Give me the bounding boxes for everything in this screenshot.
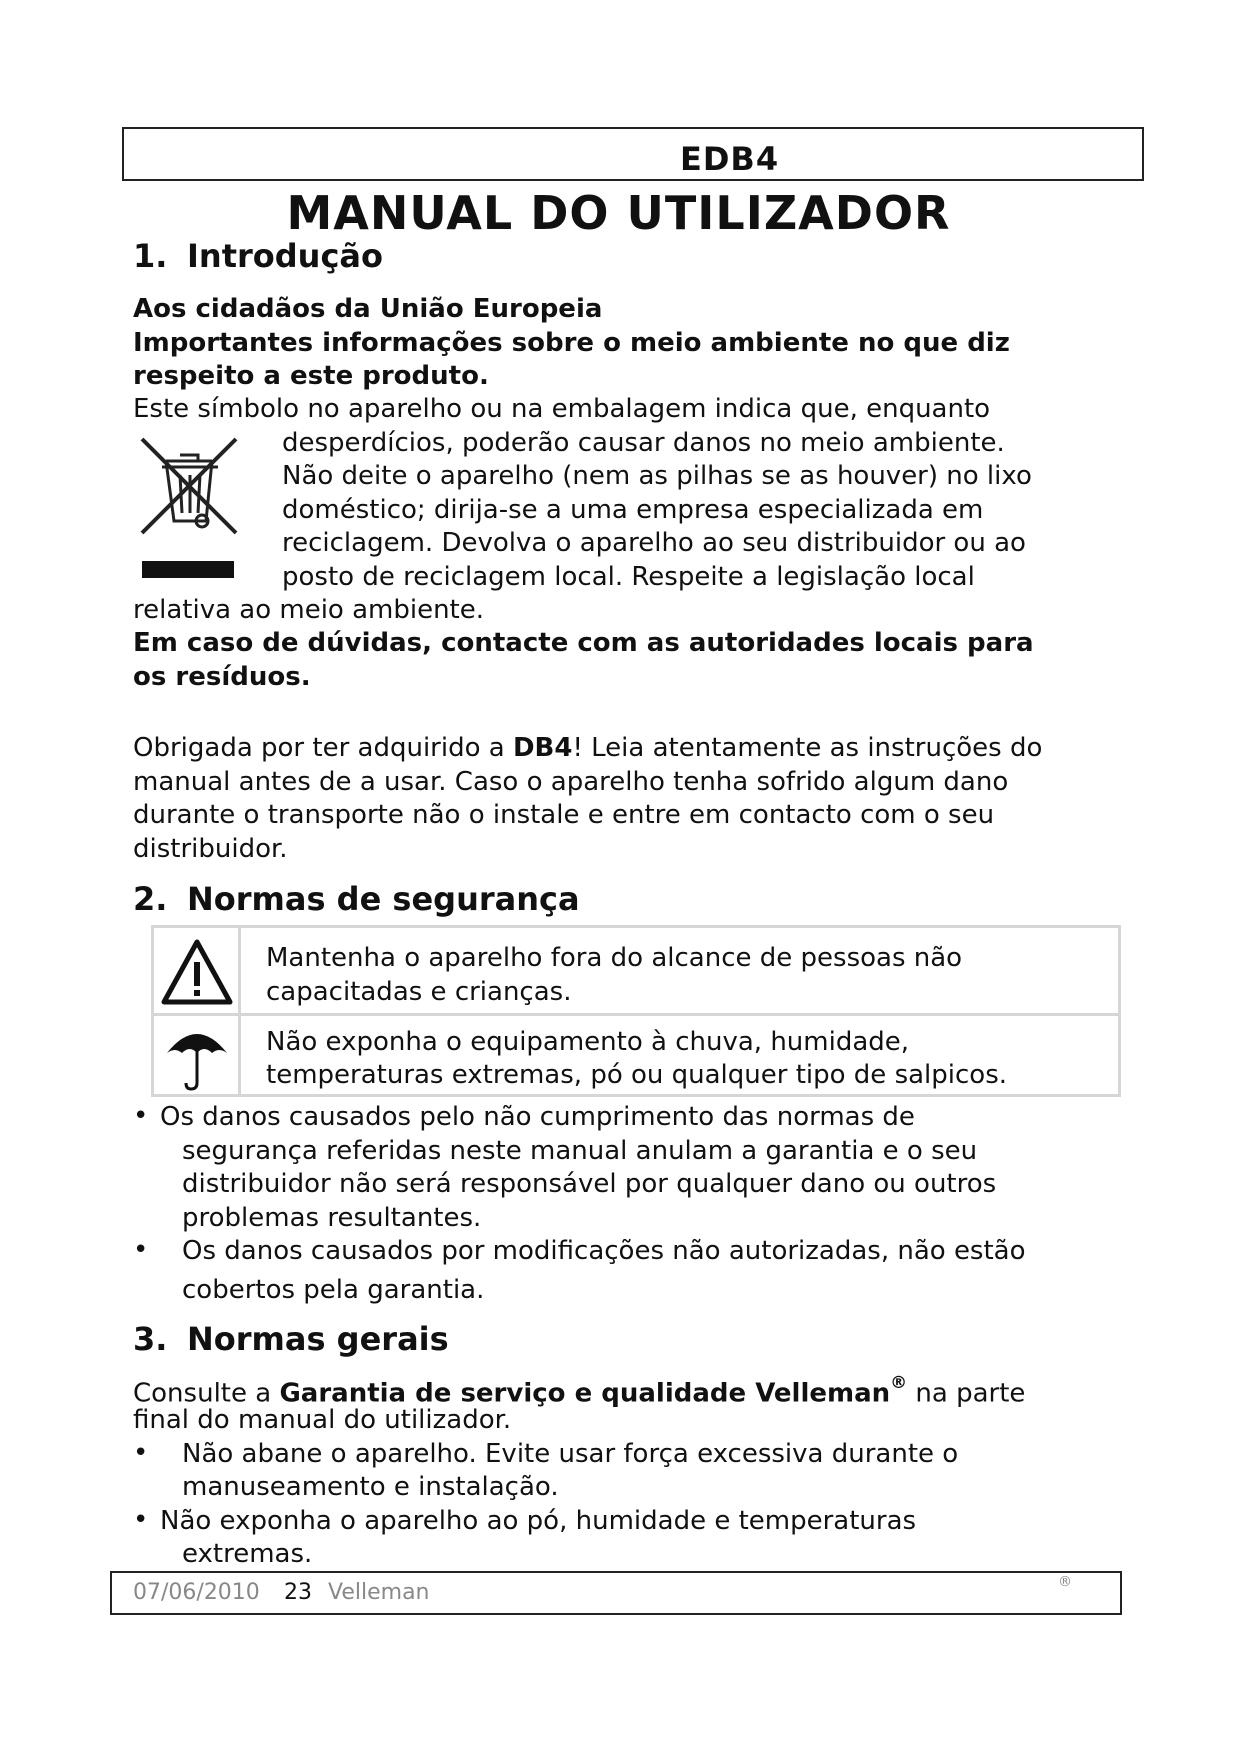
doubt-line-2: os resíduos.: [133, 662, 311, 692]
env-text-line: Não deite o aparelho (nem as pilhas se as houver) no lixo: [282, 461, 1032, 491]
list-item-line: cobertos pela garantia.: [182, 1275, 485, 1305]
env-heading-line-1: Importantes informações sobre o meio ambiente no que diz: [133, 328, 1010, 358]
thanks-post: ! Leia atentamente as instruções do: [572, 733, 1043, 763]
footer-date: 07/06/2010: [133, 1580, 260, 1605]
safety-row-2-line-1: Não exponha o equipamento à chuva, humidade,: [266, 1027, 910, 1057]
safety-row-1-line-1: Mantenha o aparelho fora do alcance de pessoas não: [266, 943, 963, 973]
list-item-line: distribuidor não será responsável por qualquer dano ou outros: [182, 1169, 997, 1199]
env-text-line: doméstico; dirija-se a uma empresa especializada em: [282, 495, 984, 525]
list-item-line: Não abane o aparelho. Evite usar força excessiva durante o: [182, 1439, 959, 1469]
thanks-line-1: [133, 732, 1042, 766]
section-number: 2.: [133, 880, 168, 918]
section-title: Introdução: [187, 237, 383, 275]
safety-table: [151, 925, 1121, 1097]
safety-row-1-line-2: capacitadas e crianças.: [266, 977, 572, 1007]
list-item-line: manuseamento e instalação.: [182, 1472, 559, 1502]
section-title: Normas de segurança: [187, 880, 580, 918]
env-text-line: Este símbolo no aparelho ou na embalagem indica que, enquanto: [133, 394, 991, 424]
env-heading-line-2: respeito a este produto.: [133, 361, 489, 391]
thanks-line: durante o transporte não o instale e entre em contacto com o seu: [133, 800, 995, 830]
footer-registered-mark: ®: [1058, 1574, 1072, 1590]
page-title: MANUAL DO UTILIZADOR: [286, 186, 951, 240]
registered-mark: ®: [890, 1373, 908, 1393]
section-3-heading: [133, 1320, 449, 1358]
safety-row-2-line-2: temperaturas extremas, pó ou qualquer tipo de salpicos.: [266, 1060, 1008, 1090]
thanks-line: manual antes de a usar. Caso o aparelho tenha sofrido algum dano: [133, 767, 1009, 797]
header-box: [122, 127, 1144, 181]
list-item-line: Não exponha o aparelho ao pó, humidade e temperaturas: [160, 1506, 917, 1536]
umbrella-icon: [164, 1023, 230, 1093]
eu-heading: Aos cidadãos da União Europeia: [133, 294, 603, 324]
consult-post: na parte: [907, 1378, 1026, 1409]
section-2-heading: [133, 880, 580, 918]
crossed-bin-icon: [136, 433, 242, 583]
page-number: 23: [284, 1580, 312, 1605]
warning-triangle-icon: [160, 938, 234, 1006]
env-text-line: posto de reciclagem local. Respeite a legislação local: [282, 562, 975, 592]
consult-pre: Consulte a: [133, 1378, 280, 1409]
table-divider: [238, 928, 241, 1094]
product-code: EDB4: [680, 140, 780, 178]
doubt-line-1: Em caso de dúvidas, contacte com as autoridades locais para: [133, 628, 1034, 658]
env-text-line: reciclagem. Devolva o aparelho ao seu distribuidor ou ao: [282, 528, 1026, 558]
section-title: Normas gerais: [187, 1320, 449, 1358]
product-name: DB4: [512, 733, 573, 763]
section-1-heading: [133, 237, 383, 275]
thanks-line: distribuidor.: [133, 834, 288, 864]
list-item-line: segurança referidas neste manual anulam a garantia e o seu: [182, 1136, 978, 1166]
consult-line-2: final do manual do utilizador.: [133, 1405, 512, 1435]
env-text-line: desperdícios, poderão causar danos no meio ambiente.: [282, 428, 1005, 458]
env-text-line: relativa ao meio ambiente.: [133, 595, 485, 625]
footer-brand: Velleman: [328, 1580, 430, 1605]
list-item-line: Os danos causados pelo não cumprimento das normas de: [160, 1102, 915, 1132]
bullet-icon: •: [133, 1235, 149, 1265]
warranty-name: Garantia de serviço e qualidade Velleman: [279, 1378, 891, 1409]
list-item-line: Os danos causados por modificações não autorizadas, não estão: [182, 1236, 1026, 1266]
thanks-pre: Obrigada por ter adquirido a: [133, 733, 513, 763]
bullet-icon: •: [133, 1505, 149, 1535]
section-number: 3.: [133, 1320, 168, 1358]
bullet-icon: •: [133, 1101, 149, 1131]
table-divider: [154, 1013, 1118, 1016]
list-item-line: problemas resultantes.: [182, 1203, 482, 1233]
section-number: 1.: [133, 237, 168, 275]
footer-box: [110, 1571, 1122, 1615]
bullet-icon: •: [133, 1438, 149, 1468]
list-item-line: extremas.: [182, 1539, 313, 1569]
